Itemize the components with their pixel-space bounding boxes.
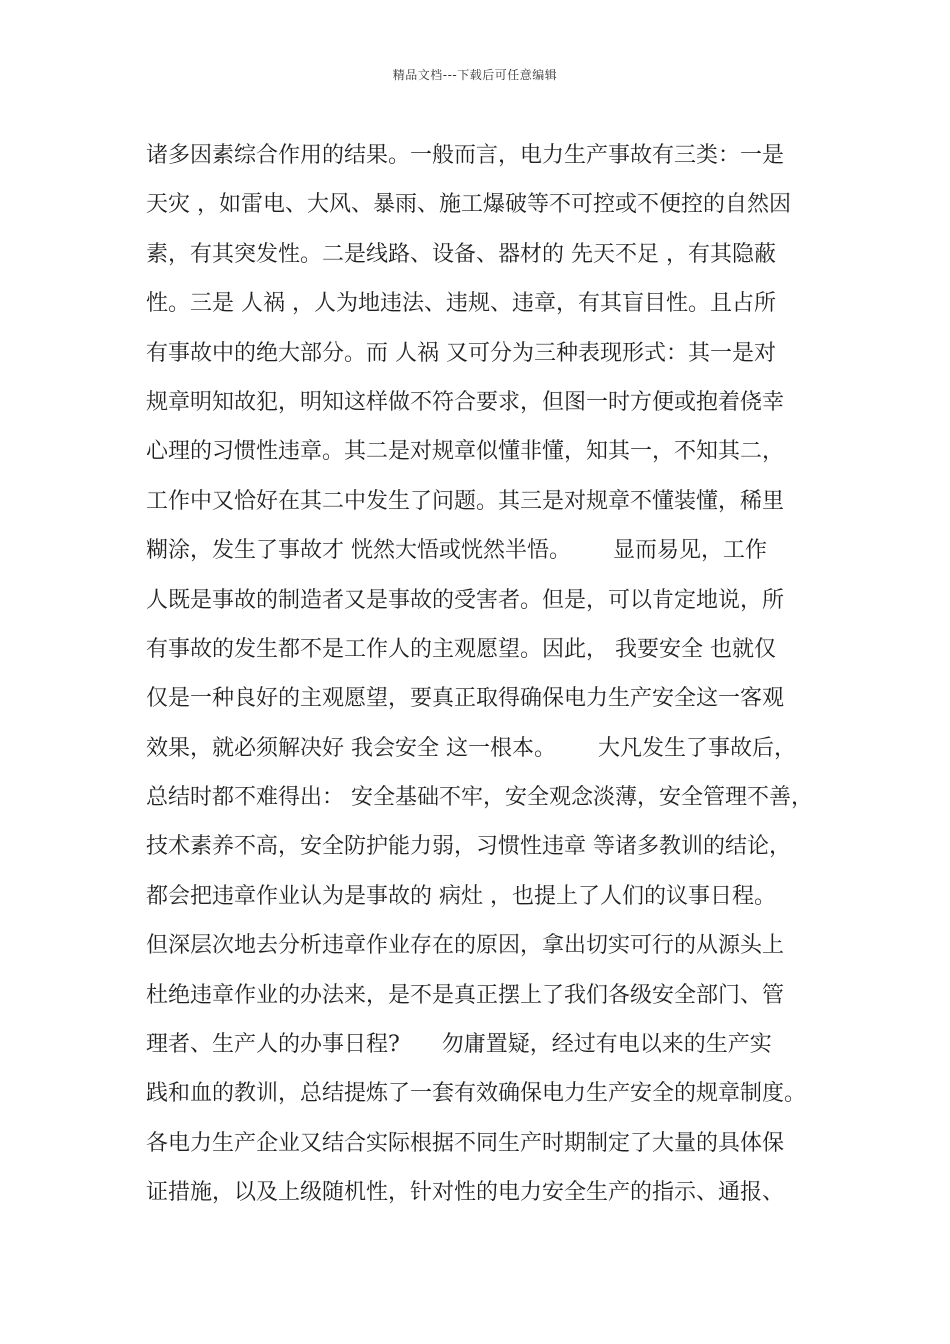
text-line: 仅是一种良好的主观愿望，要真正取得确保电力生产安全这一客观 [146,686,785,712]
text-line: 性。三是 人祸 ，人为地违法、违规、违章，有其盲目性。且占所 [146,291,776,317]
text-line: 有事故的发生都不是工作人的主观愿望。因此， 我要安全 也就仅 [146,636,776,662]
text-line: 天灾 ，如雷电、大风、暴雨、施工爆破等不可控或不便控的自然因 [146,192,791,218]
text-line: 人既是事故的制造者又是事故的受害者。但是，可以肯定地说，所 [146,587,785,613]
text-line: 但深层次地去分析违章作业存在的原因，拿出切实可行的从源头上 [146,933,785,959]
text-line: 杜绝违章作业的办法来，是不是真正摆上了我们各级安全部门、管 [146,982,785,1008]
text-line: 理者、生产人的办事日程? 勿庸置疑，经过有电以来的生产实 [146,1032,772,1058]
text-line: 规章明知故犯，明知这样做不符合要求，但图一时方便或抱着侥幸 [146,389,785,415]
text-line: 素，有其突发性。二是线路、设备、器材的 先天不足 ，有其隐蔽 [146,241,776,267]
text-line: 有事故中的绝大部分。而 人祸 又可分为三种表现形式：其一是对 [146,340,776,366]
text-line: 心理的习惯性违章。其二是对规章似懂非懂，知其一，不知其二， [146,439,785,465]
text-line: 证措施，以及上级随机性，针对性的电力安全生产的指示、通报、 [146,1180,785,1206]
text-line: 糊涂，发生了事故才 恍然大悟或恍然半悟。 显而易见，工作 [146,538,767,564]
text-line: 效果，就必须解决好 我会安全 这一根本。 大凡发生了事故后， [146,735,796,761]
text-line: 总结时都不难得出： 安全基础不牢，安全观念淡薄，安全管理不善， [146,785,813,811]
text-line: 技术素养不高，安全防护能力弱，习惯性违章 等诸多教训的结论， [146,834,791,860]
page-header: 精品文档---下载后可任意编辑 [392,68,558,82]
document-body [146,131,836,1218]
text-line: 践和血的教训，总结提炼了一套有效确保电力生产安全的规章制度。 [146,1081,807,1107]
text-line: 各电力生产企业又结合实际根据不同生产时期制定了大量的具体保 [146,1130,785,1156]
text-line: 工作中又恰好在其二中发生了问题。其三是对规章不懂装懂，稀里 [146,488,785,514]
text-line: 都会把违章作业认为是事故的 病灶 ，也提上了人们的议事日程。 [146,883,776,909]
text-line: 诸多因素综合作用的结果。一般而言，电力生产事故有三类：一是 [146,143,785,168]
